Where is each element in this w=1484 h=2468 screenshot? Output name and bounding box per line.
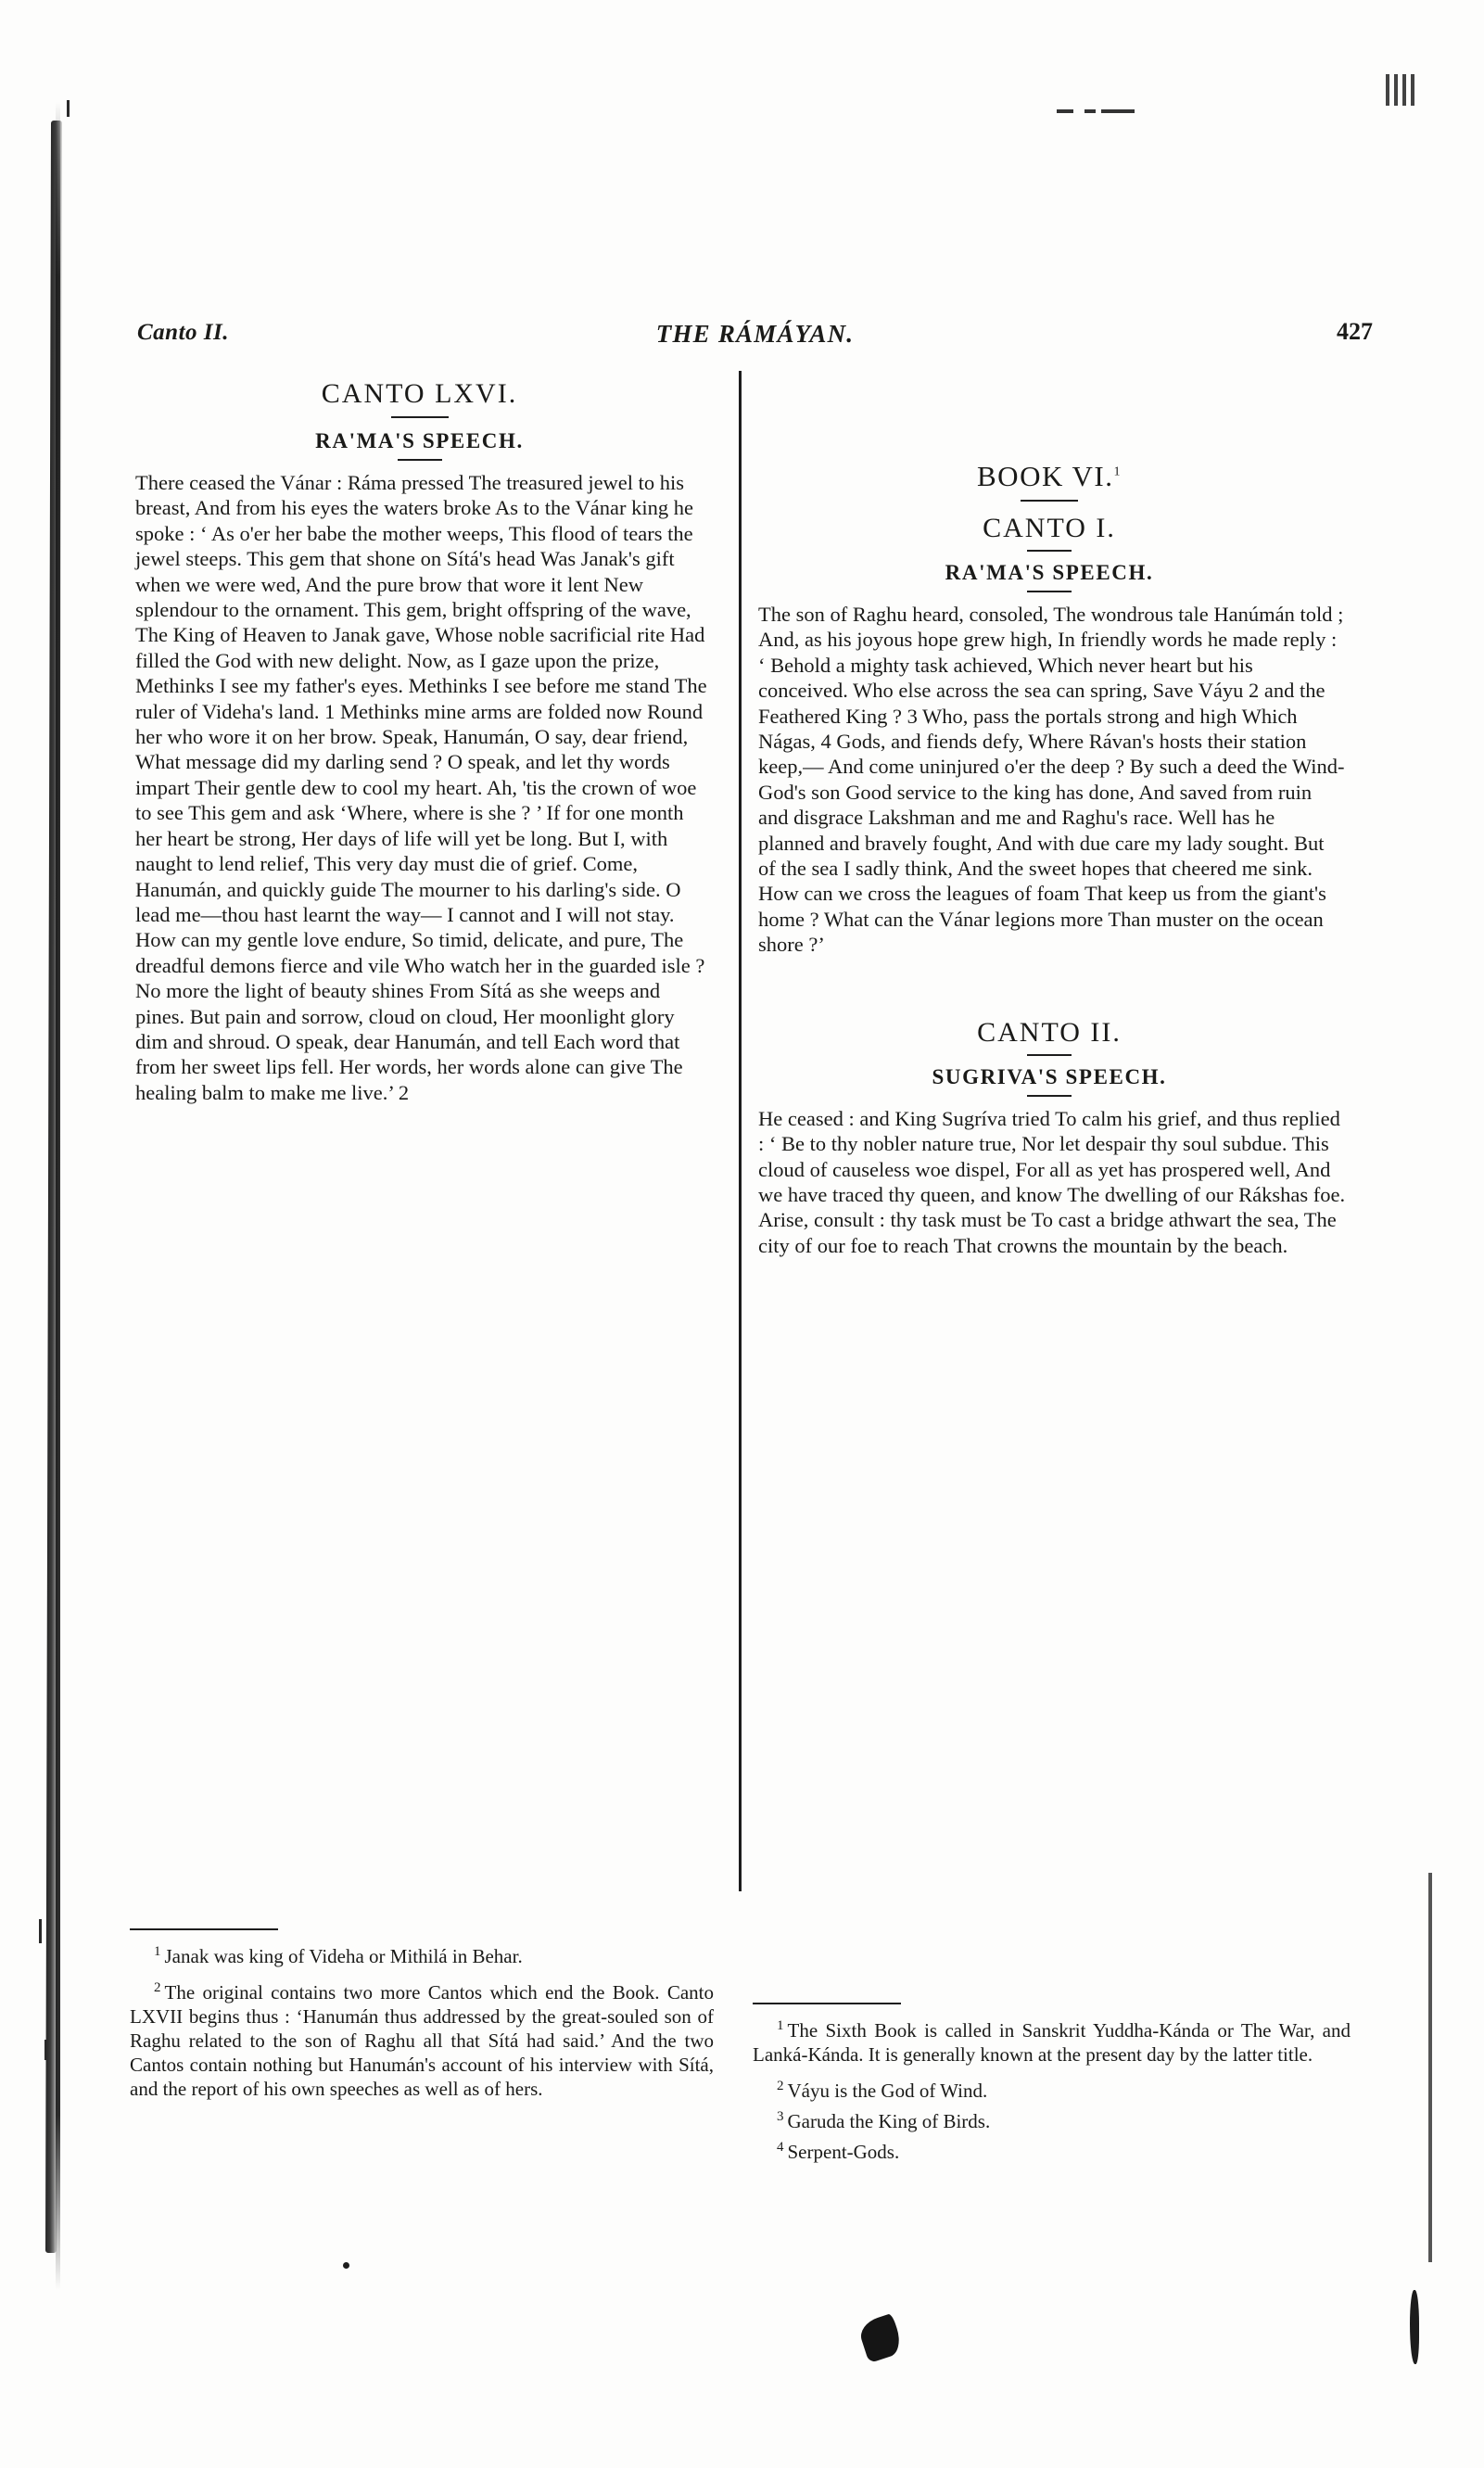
footnote-text: The Sixth Book is called in Sanskrit Yuddha-Kánda or The War, and Lanká-Kánda. It is generally known at the present day by the latter title. <box>753 2019 1351 2066</box>
right-canto-two-verse: He ceased : and King Sugríva tried To calm his grief, and thus replied : ‘ Be to thy nobler nature true, Nor let despair thy soul subdue. This cloud of causeless woe dispel, For all as yet has prospered well, And we have traced thy queen, and know The dwelling of our Rákshas foe. Arise, consult : thy task must be To cast a bridge athwart the sea, The city of our foe to reach That crowns the mountain by the beach. <box>758 1106 1346 1257</box>
footnote-text: Garuda the King of Birds. <box>787 2110 991 2132</box>
scan-tick-left-mid <box>39 1919 42 1943</box>
page-number: 427 <box>1337 318 1373 345</box>
book-heading <box>753 460 1346 493</box>
scan-tick-left-low <box>44 2040 47 2060</box>
book-heading-footnote-marker: 1 <box>1113 464 1122 479</box>
page-binding-edge <box>56 102 60 2290</box>
scan-dash-top <box>1057 109 1140 115</box>
footnote-item <box>130 1940 714 1968</box>
left-column <box>130 369 709 1105</box>
left-footnotes <box>130 1928 714 2108</box>
column-divider-rule <box>739 371 742 1891</box>
right-canto-two-heading: CANTO II. <box>977 1016 1122 1048</box>
right-canto-one-section: RA'MA'S SPEECH. <box>945 561 1154 584</box>
scan-smudge-top-right <box>1386 74 1419 106</box>
footnote-marker: 2 <box>777 2079 784 2093</box>
book-heading-text: BOOK VI. <box>977 460 1114 492</box>
footnote-item <box>753 2105 1351 2133</box>
left-section-heading: RA'MA'S SPEECH. <box>315 429 524 452</box>
footnote-item <box>130 1976 714 2101</box>
page-edge-mark-right <box>1428 1873 1432 2262</box>
footnote-marker: 3 <box>777 2109 784 2124</box>
footnote-text: The original contains two more Cantos which end the Book. Canto LXVII begins thus : ‘Hanumán thus addressed by the great-souled son of Raghu related to the son of Raghu all that Sítá had said.’ And the two Cantos contain nothing but Hanumán's account of his interview with Sítá, and the report of his own speeches as well as of hers. <box>130 1981 714 2100</box>
book-heading-rule <box>1021 500 1078 502</box>
right-canto-one-heading: CANTO I. <box>983 513 1116 543</box>
scan-ink-blot-bottom <box>856 2313 905 2363</box>
footnote-marker: 1 <box>777 2018 784 2033</box>
footnote-text: Serpent-Gods. <box>787 2141 900 2163</box>
running-head-left: Canto II. <box>137 320 229 345</box>
scan-tick-left-top <box>67 100 70 117</box>
right-canto-two-section: SUGRIVA'S SPEECH. <box>932 1064 1167 1088</box>
footnote-marker: 4 <box>777 2140 784 2155</box>
footnote-item <box>753 2014 1351 2067</box>
right-canto-one-verse: The son of Raghu heard, consoled, The wondrous tale Hanúmán told ; And, as his joyous hope grew high, In friendly words he made reply : ‘ Behold a mighty task achieved, Which never heart but his conceived. Who else across the sea can spring, Save Váyu 2 and the Feathered King ? 3 Who, pass the portals strong and high Which Nágas, 4 Gods, and fiends defy, Where Rávan's hosts their station keep,— And come uninjured o'er the deep ? By such a deed the Wind-God's son Good service to the king has done, And saved from ruin and disgrace Lakshman and me and Raghu's race. Well has he planned and bravely fought, And with due care my lady sought. But of the sea I sadly think, And the sweet hopes that cheered me sink. How can we cross the leagues of foam That keep us from the giant's home ? What can the Vánar legions more Than muster on the ocean shore ?’ <box>758 603 1345 957</box>
right-footnotes <box>753 2003 1351 2166</box>
footnote-rule <box>130 1928 278 1930</box>
canto-two-rule <box>1027 1054 1072 1056</box>
footnote-marker: 1 <box>154 1944 161 1959</box>
footnote-marker: 2 <box>154 1980 161 1995</box>
left-verse-text: There ceased the Vánar : Ráma pressed The treasured jewel to his breast, And from his eyes the waters broke As to the Vánar king he spoke : ‘ As o'er her babe the mother weeps, This flood of tears the jewel steeps. This gem that shone on Sítá's head Was Janak's gift when we were wed, And the pure brow that wore it lent New splendour to the ornament. This gem, bright offspring of the wave, The King of Heaven to Janak gave, Whose noble sacrificial rite Had filled the God with new delight. Now, as I gaze upon the prize, Methinks I see my father's eyes. Methinks I see before me stand The ruler of Videha's land. 1 Methinks mine arms are folded now Round her who wore it on her brow. Speak, Hanumán, O say, dear friend, What message did my darling send ? O speak, and let thy words impart Their gentle dew to cool my heart. Ah, 'tis the crown of woe to see This gem and ask ‘Where, where is she ? ’ If for one month her heart be strong, Her days of life will yet be long. But I, with naught to lend relief, This very day must die of grief. Come, Hanumán, and quickly guide The mourner to his darling's side. O lead me—thou hast learnt the way— I cannot and I will not stay. How can my gentle love endure, So timid, delicate, and pure, The dreadful demons fierce and vile Who watch her in the guarded isle ? No more the light of beauty shines From Sítá as she weeps and pines. But pain and sorrow, cloud on cloud, Her moonlight glory dim and shroud. O speak, dear Hanumán, and tell Each word that from her sweet lips fell. Her words, her words alone can give The healing balm to make me live.’ 2 <box>135 471 707 1104</box>
right-column <box>753 369 1346 1258</box>
section-rule <box>398 459 442 461</box>
canto-one-rule <box>1027 550 1072 552</box>
footnote-text: Janak was king of Videha or Mithilá in Behar. <box>164 1945 523 1967</box>
footnote-item <box>753 2135 1351 2164</box>
left-canto-heading: CANTO LXVI. <box>321 378 518 409</box>
running-head-title: THE RÁMÁYAN. <box>655 320 855 348</box>
scan-ink-blot-bottom-right <box>1410 2290 1419 2364</box>
running-head <box>137 320 1373 351</box>
canto-two-section-rule <box>1027 1095 1072 1097</box>
heading-rule <box>391 416 449 418</box>
footnote-text: Váyu is the God of Wind. <box>787 2080 988 2102</box>
footnote-item <box>753 2074 1351 2103</box>
canto-one-section-rule <box>1027 591 1072 592</box>
footnote-rule <box>753 2003 901 2004</box>
scan-dot-bottom <box>343 2262 349 2269</box>
